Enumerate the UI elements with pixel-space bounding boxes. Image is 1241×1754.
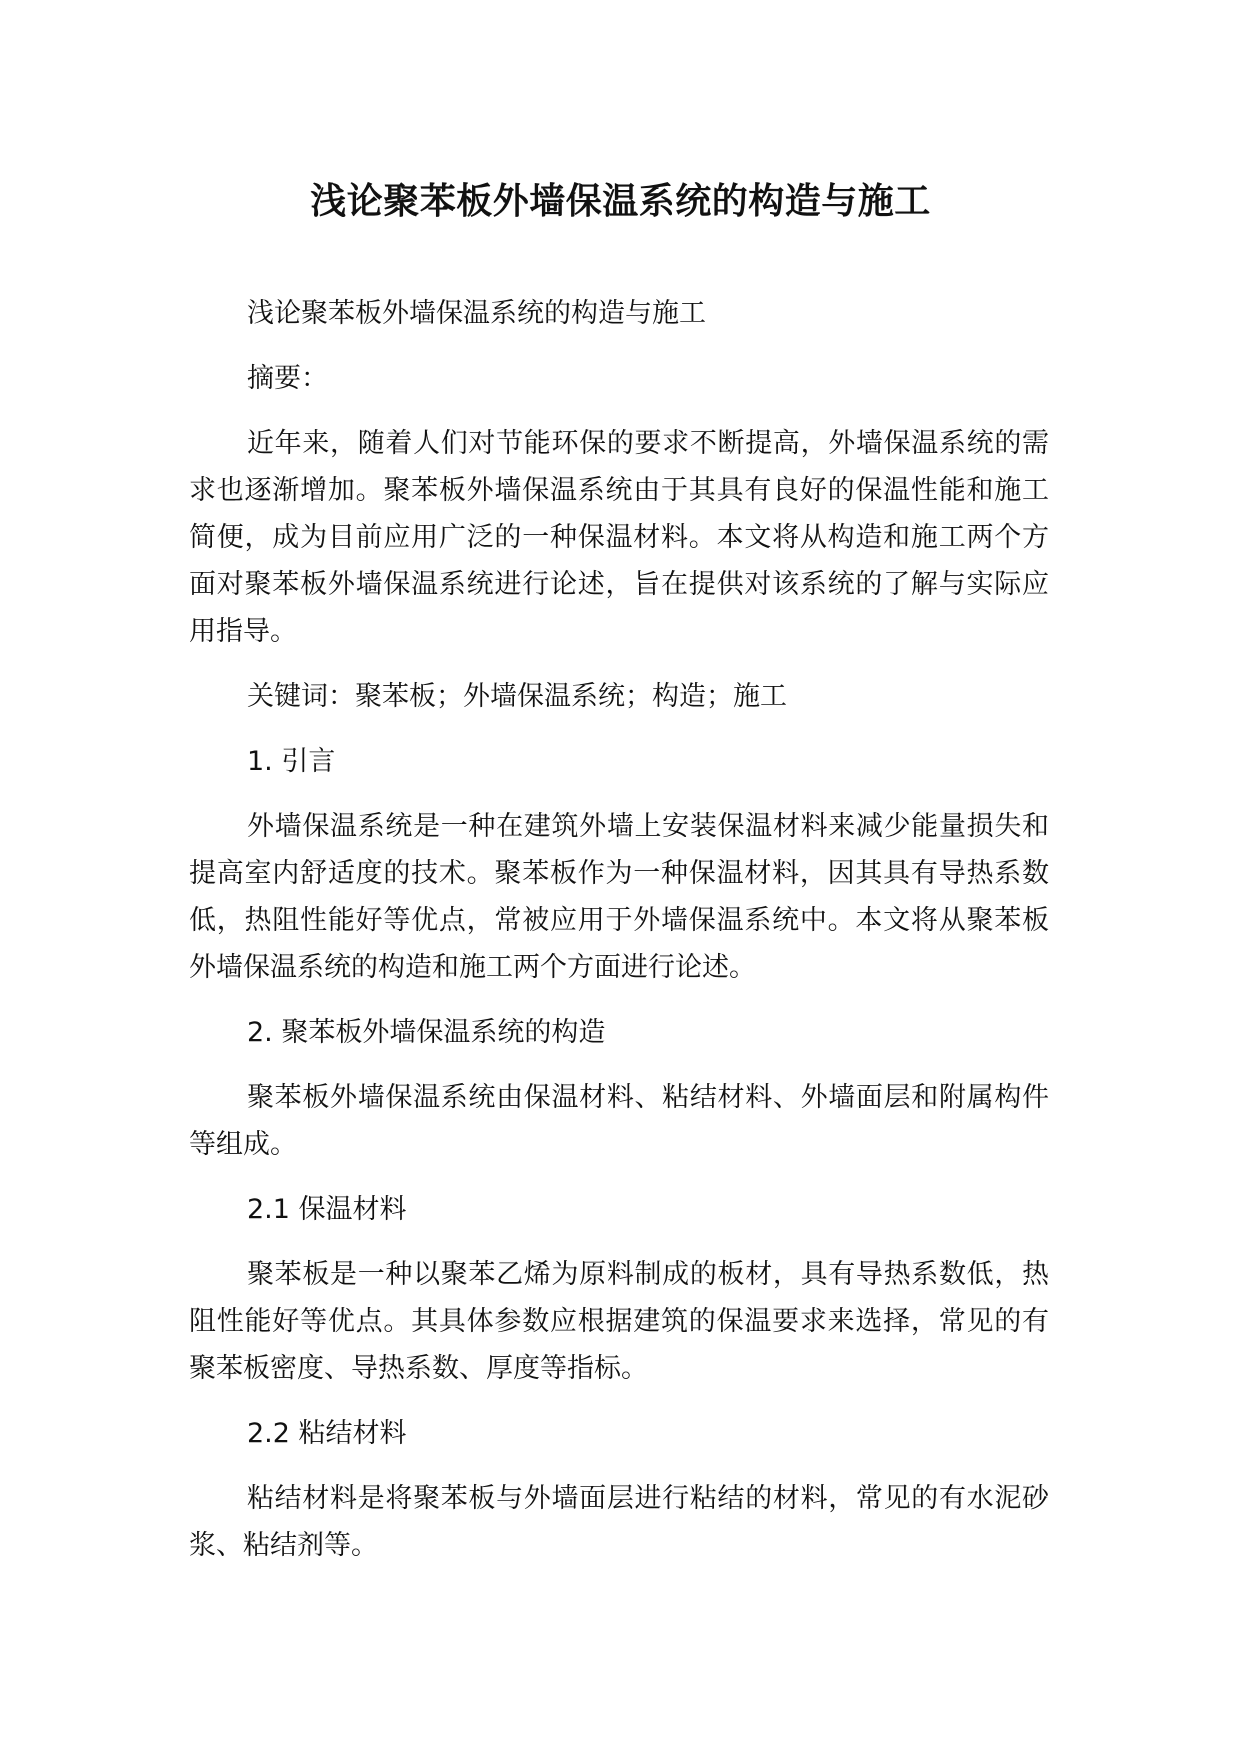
heading-bonding-material: 2.2 粘结材料 bbox=[247, 1418, 407, 1449]
paragraph-abstract-label: 摘要： bbox=[247, 363, 328, 394]
paragraph-insulation-material: 聚苯板是一种以聚苯乙烯为原料制成的板材，具有导热系数低，热阻性能好等优点。其具体参数应根据建筑的保温要求来选择，常见的有聚苯板密度、导热系数、厚度等指标。 bbox=[189, 1259, 1049, 1384]
paragraph-abstract: 近年来，随着人们对节能环保的要求不断提高，外墙保温系统的需求也逐渐增加。聚苯板外墙保温系统由于其具有良好的保温性能和施工简便，成为目前应用广泛的一种保温材料。本文将从构造和施工两个方面对聚苯板外墙保温系统进行论述，旨在提供对该系统的了解与实际应用指导。 bbox=[189, 428, 1049, 647]
paragraph-keywords: 关键词：聚苯板；外墙保温系统；构造；施工 bbox=[247, 681, 787, 712]
document-title: 浅论聚苯板外墙保温系统的构造与施工 bbox=[310, 181, 931, 222]
heading-construction: 2. 聚苯板外墙保温系统的构造 bbox=[247, 1017, 606, 1048]
paragraph-bonding-material: 粘结材料是将聚苯板与外墙面层进行粘结的材料，常见的有水泥砂浆、粘结剂等。 bbox=[189, 1483, 1049, 1561]
heading-introduction: 1. 引言 bbox=[247, 746, 336, 777]
heading-insulation-material: 2.1 保温材料 bbox=[247, 1194, 407, 1225]
document-body bbox=[189, 290, 1049, 1587]
paragraph-construction: 聚苯板外墙保温系统由保温材料、粘结材料、外墙面层和附属构件等组成。 bbox=[189, 1082, 1049, 1160]
paragraph-introduction: 外墙保温系统是一种在建筑外墙上安装保温材料来减少能量损失和提高室内舒适度的技术。聚苯板作为一种保温材料，因其具有导热系数低，热阻性能好等优点，常被应用于外墙保温系统中。本文将从聚苯板外墙保温系统的构造和施工两个方面进行论述。 bbox=[189, 811, 1049, 983]
paragraph-subtitle: 浅论聚苯板外墙保温系统的构造与施工 bbox=[247, 298, 706, 329]
